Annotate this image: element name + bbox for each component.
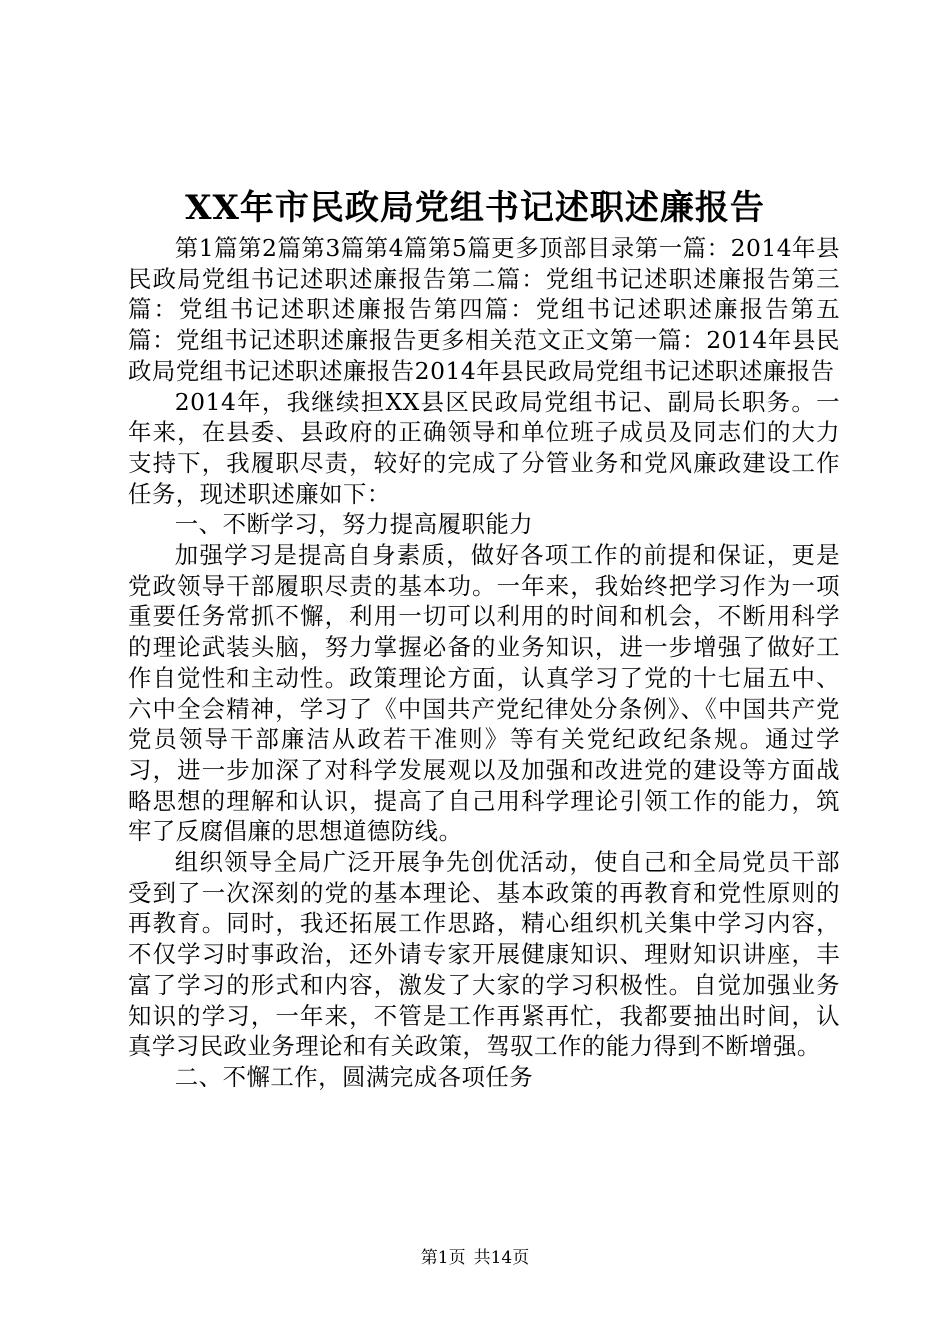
document-title: XX年市民政局党组书记述职述廉报告 [185, 188, 765, 228]
page-total: 共14页 [473, 1248, 530, 1268]
paragraph-intro: 2014年，我继续担XX县区民政局党组书记、副局长职务。一年来，在县委、县政府的正确领导和单位班子成员及同志们的大力支持下，我履职尽责，较好的完成了分管业务和党风廉政建设工作任务，现述职述廉如下： [128, 387, 840, 508]
paragraph-toc: 第1篇第2篇第3篇第4篇第5篇更多顶部目录第一篇：2014年县民政局党组书记述职述廉报告第二篇：党组书记述职述廉报告第三篇：党组书记述职述廉报告第四篇：党组书记述职述廉报告第五篇：党组书记述职述廉报告更多相关范文正文第一篇：2014年县民政局党组书记述职述廉报告2014年县民政局党组书记述职述廉报告 [128, 234, 840, 385]
paragraph-study: 加强学习是提高自身素质，做好各项工作的前提和保证，更是党政领导干部履职尽责的基本功。一年来，我始终把学习作为一项重要任务常抓不懈，利用一切可以利用的时间和机会，不断用科学的理论武装头脑，努力掌握必备的业务知识，进一步增强了做好工作自觉性和主动性。政策理论方面，认真学习了党的十七届五中、六中全会精神，学习了《中国共产党纪律处分条例》、《中国共产党党员领导干部廉洁从政若干准则》等有关党纪政纪条规。通过学习，进一步加深了对科学发展观以及加强和改进党的建设等方面战略思想的理解和认识，提高了自己用科学理论引领工作的能力，筑牢了反腐倡廉的思想道德防线。 [128, 541, 840, 846]
section-heading-1: 一、不断学习，努力提高履职能力 [174, 510, 534, 539]
page-footer [0, 1247, 950, 1269]
page-number: 第1页 [420, 1248, 466, 1268]
paragraph-organize: 组织领导全局广泛开展争先创优活动，使自己和全局党员干部受到了一次深刻的党的基本理论、基本政策的再教育和党性原则的再教育。同时，我还拓展工作思路，精心组织机关集中学习内容，不仅学习时事政治，还外请专家开展健康知识、理财知识讲座，丰富了学习的形式和内容，激发了大家的学习积极性。自觉加强业务知识的学习，一年来，不管是工作再紧再忙，我都要抽出时间，认真学习民政业务理论和有关政策，驾驭工作的能力得到不断增强。 [128, 848, 840, 1061]
section-heading-2: 二、不懈工作，圆满完成各项任务 [174, 1062, 534, 1091]
document-body [128, 233, 840, 1093]
